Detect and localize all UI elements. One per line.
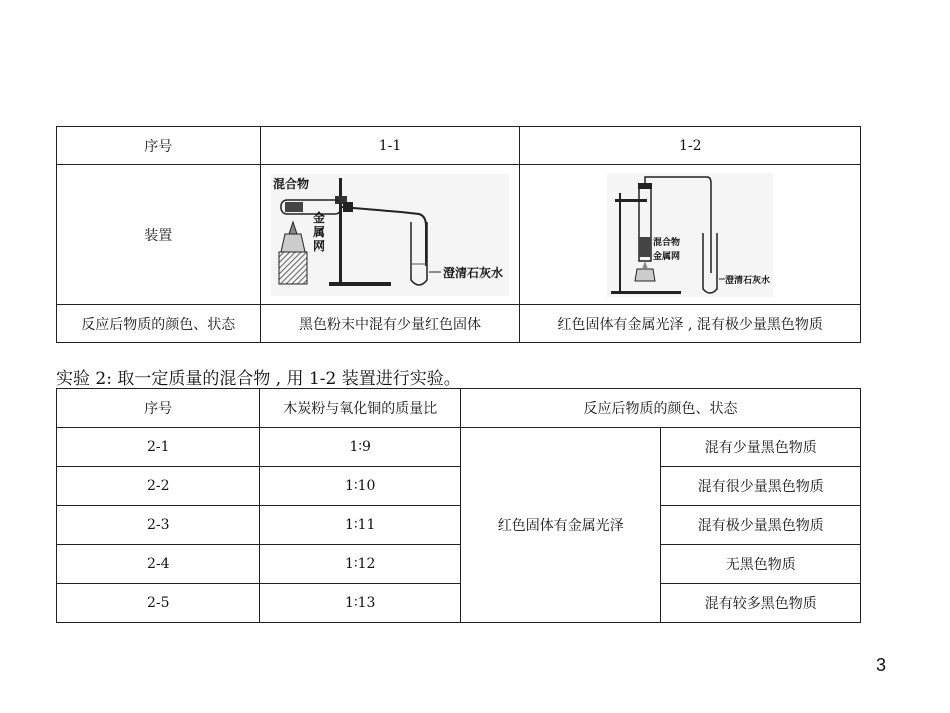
- row-ratio: 1∶10: [260, 467, 461, 506]
- table2-header-id: 序号: [57, 389, 260, 428]
- apparatus-1-1-cell: [260, 165, 520, 305]
- experiment-1-table: [56, 126, 861, 343]
- mixture-label-2: 混合物: [653, 237, 681, 248]
- limewater-label-2: 澄清石灰水: [725, 275, 771, 286]
- row-id: 2-2: [57, 467, 260, 506]
- table-row: [57, 467, 861, 506]
- row-state: 混有极少量黑色物质: [661, 506, 861, 545]
- metal-mesh-char-1: 金: [312, 210, 325, 225]
- merged-state-cell: 红色固体有金属光泽: [461, 428, 661, 623]
- row-id: 2-3: [57, 506, 260, 545]
- table2-header-row: [57, 389, 861, 428]
- table1-apparatus-label: 装置: [57, 165, 261, 305]
- row-state: 混有较多黑色物质: [661, 584, 861, 623]
- table2-header-ratio: 木炭粉与氧化铜的质量比: [260, 389, 461, 428]
- table1-apparatus-row: [57, 165, 861, 305]
- row-id: 2-4: [57, 545, 260, 584]
- table-row: [57, 428, 861, 467]
- experiment-2-caption: 实验 2: 取一定质量的混合物 , 用 1-2 装置进行实验。: [56, 369, 461, 389]
- apparatus-1-2-cell: [520, 165, 861, 305]
- row-ratio: 1∶13: [260, 584, 461, 623]
- table1-header-col1: 1-1: [260, 127, 520, 165]
- row-state: 无黑色物质: [661, 545, 861, 584]
- metal-mesh-char-2: 属: [312, 224, 325, 239]
- row-ratio: 1∶9: [260, 428, 461, 467]
- table1-result-col1: 黑色粉末中混有少量红色固体: [260, 305, 520, 343]
- row-ratio: 1∶11: [260, 506, 461, 545]
- metal-mesh-label-2: 金属网: [653, 251, 681, 262]
- mixture-label-1: 混合物: [272, 176, 309, 191]
- table1-result-col2: 红色固体有金属光泽 , 混有极少量黑色物质: [520, 305, 861, 343]
- table1-result-label: 反应后物质的颜色、状态: [57, 305, 261, 343]
- table1-result-row: [57, 305, 861, 343]
- table1-header-col2: 1-2: [520, 127, 861, 165]
- apparatus-1-1-diagram: [271, 174, 509, 296]
- page-number: 3: [876, 655, 887, 675]
- table-row: [57, 545, 861, 584]
- metal-mesh-char-3: 网: [312, 238, 325, 253]
- row-id: 2-5: [57, 584, 260, 623]
- table-row: [57, 506, 861, 545]
- table2-header-state: 反应后物质的颜色、状态: [461, 389, 861, 428]
- table1-header-row: [57, 127, 861, 165]
- apparatus-1-2-diagram: [607, 173, 773, 297]
- experiment-2-table: [56, 388, 861, 623]
- row-state: 混有很少量黑色物质: [661, 467, 861, 506]
- row-id: 2-1: [57, 428, 260, 467]
- row-ratio: 1∶12: [260, 545, 461, 584]
- limewater-label-1: 澄清石灰水: [442, 265, 503, 280]
- row-state: 混有少量黑色物质: [661, 428, 861, 467]
- table-row: [57, 584, 861, 623]
- table1-header-label: 序号: [57, 127, 261, 165]
